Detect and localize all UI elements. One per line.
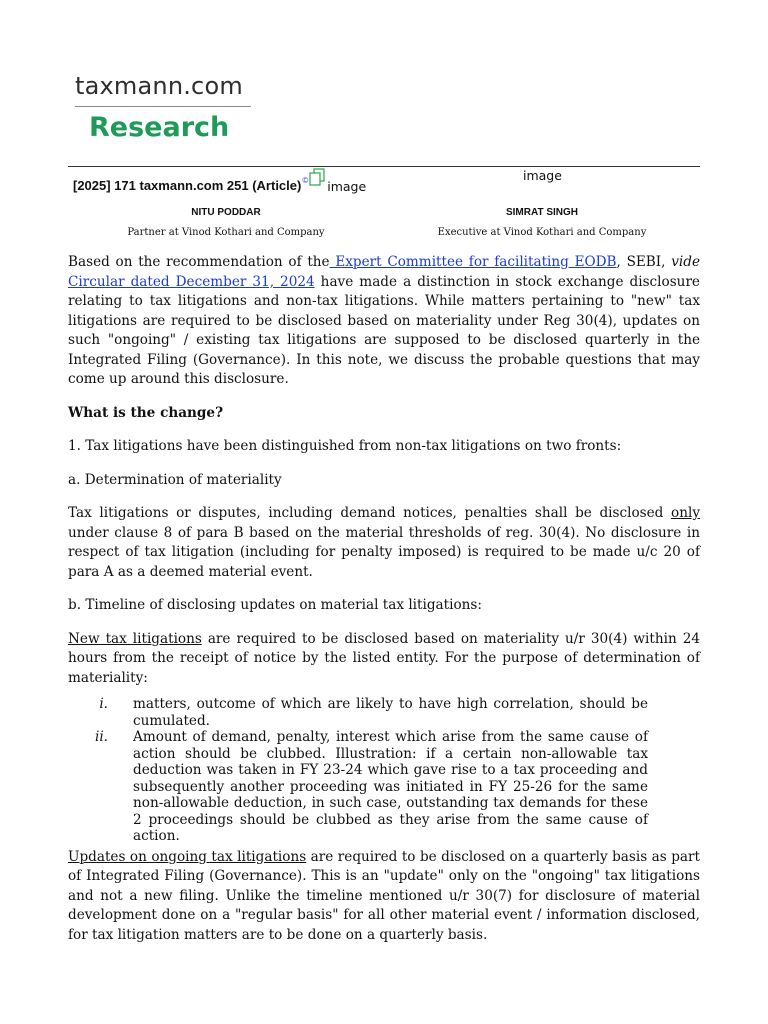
logo-divider [75, 106, 251, 107]
author-2-title: Executive at Vinod Kothari and Company [437, 227, 647, 238]
para-a-underlined: only [671, 505, 700, 521]
article-body [68, 253, 700, 959]
author-2 [392, 207, 692, 238]
eodb-committee-link[interactable]: Expert Committee for facilitating EODB [329, 254, 617, 270]
author-1-title: Partner at Vinod Kothari and Company [127, 227, 325, 238]
copy-icon[interactable] [309, 168, 325, 186]
para-b-underlined: New tax litigations [68, 630, 202, 647]
list-item [68, 696, 648, 729]
intro-text-2: , SEBI, [616, 254, 672, 270]
intro-text-1: Based on the recommendation of the [68, 254, 330, 270]
logo-taxmann-text: taxmann.com [75, 72, 243, 100]
author-2-name: SIMRAT SINGH [505, 207, 579, 218]
intro-text-3: have made a distinction in stock exchange disclosure relating to tax litigations and non-tax litigations. While matters pertaining to "new" tax litigations are required to be disclosed based on materiality under Reg 30(4), updates on such "ongoing" / existing tax litigations are supposed to be disclosed quarterly in the Integrated Filing (Governance). In this note, we discuss the probable questions that may come up around this disclosure. [68, 273, 700, 387]
para-b-text: are required to be disclosed based on materiality u/r 30(4) within 24 hours from the receipt of notice by the listed entity. For the purpose of determination of materiality: [68, 630, 700, 686]
list-item-number: i. [99, 696, 108, 712]
circular-link[interactable]: Circular dated December 31, 2024 [68, 273, 315, 290]
header-divider [68, 166, 700, 167]
list-item-text: matters, outcome of which are likely to have high correlation, should be cumulated. [133, 696, 648, 729]
para-c-underlined: Updates on ongoing tax litigations [68, 848, 307, 865]
list-item [68, 729, 648, 845]
image-placeholder-top: image [523, 168, 562, 183]
citation-text: [2025] 171 taxmann.com 251 (Article) [73, 178, 302, 193]
taxmann-logo [75, 72, 253, 145]
article-citation [73, 178, 366, 194]
list-item-number: ii. [94, 729, 108, 745]
logo-research-text: Research [89, 112, 230, 143]
copyright-mark[interactable]: © [302, 176, 309, 185]
materiality-list [68, 696, 648, 845]
author-1 [76, 207, 376, 238]
intro-vide: vide [671, 254, 700, 270]
point-1: 1. Tax litigations have been distinguished from non-tax litigations on two fronts: [68, 438, 622, 454]
paragraph-b [68, 630, 700, 689]
paragraph-a [68, 504, 700, 582]
section-heading: What is the change? [68, 404, 224, 421]
para-c-text: are required to be disclosed on a quarterly basis as part of Integrated Filing (Governance). This is an "update" only on the "ongoing" tax litigations and not a new filing. Unlike the timeline mentioned u/r 30(7) for disclosure of material development done on a "regular basis" for all other material event / information disclosed, for tax litigation matters are to be done on a quarterly basis. [68, 848, 700, 943]
author-1-name: NITU PODDAR [191, 207, 261, 218]
paragraph-c [68, 848, 700, 946]
sub-heading-a: a. Determination of materiality [68, 471, 282, 488]
intro-paragraph [68, 253, 700, 390]
list-item-text: Amount of demand, penalty, interest which arise from the same cause of action should be clubbed. Illustration: if a certain non-allowable tax deduction was taken in FY 23-24 which gave rise to a tax proceeding and subsequently another proceeding was initiated in FY 25-26 for the same non-allowable deduction, in such case, outstanding tax demands for these 2 proceedings should be clubbed as they arise from the same cause of action. [133, 729, 648, 844]
para-a-text-1: Tax litigations or disputes, including demand notices, penalties shall be disclosed [68, 505, 672, 521]
image-placeholder-inline: image [327, 179, 367, 194]
sub-heading-b: b. Timeline of disclosing updates on material tax litigations: [68, 597, 482, 613]
para-a-text-2: under clause 8 of para B based on the material thresholds of reg. 30(4). No disclosure in respect of tax litigation (including for penalty imposed) is required to be made u/c 20 of para A as a deemed material event. [68, 524, 700, 580]
